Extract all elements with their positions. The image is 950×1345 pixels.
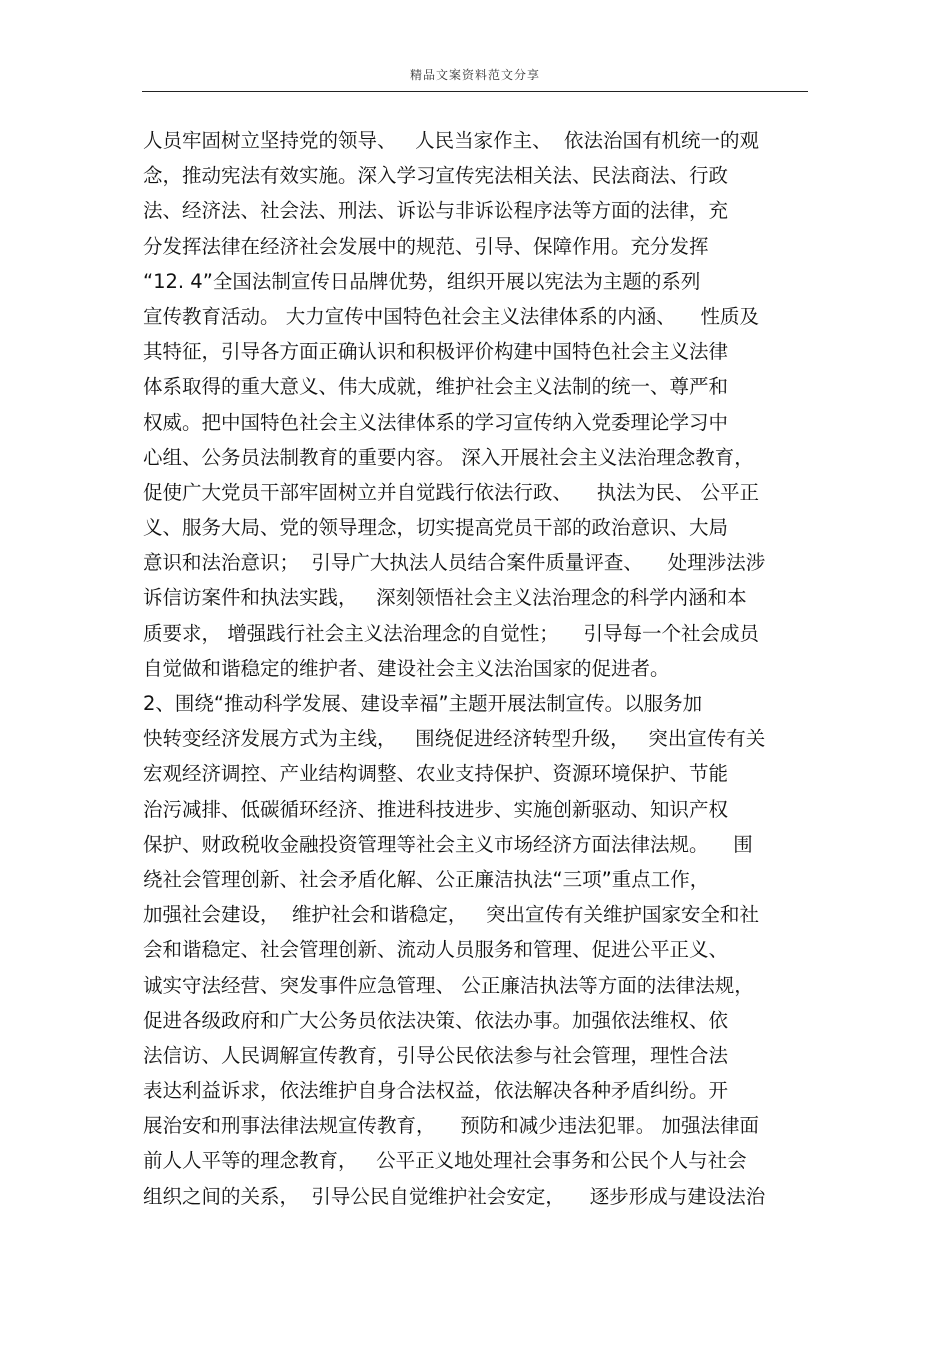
text-line: 诚实守法经营、突发事件应急管理、 公正廉洁执法等方面的法律法规， [143, 973, 754, 997]
text-line: 宏观经济调控、产业结构调整、农业支持保护、资源环境保护、节能 [143, 762, 729, 786]
header-divider [142, 91, 808, 92]
text-line: 法、经济法、社会法、刑法、诉讼与非诉讼程序法等方面的法律，充 [143, 199, 729, 223]
text-line: 法信访、人民调解宣传教育，引导公民依法参与社会管理，理性合法 [143, 1043, 729, 1067]
text-line: 前人人平等的理念教育， 公平正义地处理社会事务和公民个人与社会 [143, 1149, 747, 1173]
text-line: 质要求， 增强践行社会主义法治理念的自觉性； 引导每一个社会成员 [143, 621, 759, 645]
text-line: 2、围绕“推动科学发展、建设幸福”主题开展法制宣传。以服务加 [143, 692, 703, 715]
text-line: 促进各级政府和广大公务员依法决策、依法办事。加强依法维权、依 [143, 1008, 729, 1032]
text-line: “12. 4”全国法制宣传日品牌优势，组织开展以宪法为主题的系列 [143, 269, 701, 293]
text-line: 快转变经济发展方式为主线， 围绕促进经济转型升级， 突出宣传有关 [143, 727, 766, 751]
text-line: 治污减排、低碳循环经济、推进科技进步、实施创新驱动、知识产权 [143, 797, 729, 821]
text-line: 表达利益诉求，依法维护自身合法权益，依法解决各种矛盾纠纷。开 [143, 1079, 729, 1103]
text-line: 分发挥法律在经济社会发展中的规范、引导、保障作用。充分发挥 [143, 234, 709, 258]
text-line: 保护、财政税收金融投资管理等社会主义市场经济方面法律法规。 围 [143, 832, 753, 856]
text-line: 展治安和刑事法律法规宣传教育， 预防和减少违法犯罪。 加强法律面 [143, 1114, 759, 1138]
text-line: 绕社会管理创新、社会矛盾化解、公正廉洁执法“三项”重点工作， [143, 867, 710, 891]
body-text [143, 123, 843, 1214]
text-line: 加强社会建设， 维护社会和谐稳定， 突出宣传有关维护国家安全和社 [143, 903, 759, 927]
text-line: 人员牢固树立坚持党的领导、 人民当家作主、 依法治国有机统一的观 [143, 129, 759, 152]
text-line: 诉信访案件和执法实践， 深刻领悟社会主义法治理念的科学内涵和本 [143, 586, 747, 610]
text-line: 体系取得的重大意义、伟大成就，维护社会主义法制的统一、尊严和 [143, 375, 729, 399]
page-header-title: 精品文案资料范文分享 [409, 68, 540, 82]
text-line: 促使广大党员干部牢固树立并自觉践行依法行政、 执法为民、 公平正 [143, 480, 759, 504]
text-line: 自觉做和谐稳定的维护者、建设社会主义法治国家的促进者。 [143, 656, 670, 680]
text-line: 心组、公务员法制教育的重要内容。 深入开展社会主义法治理念教育， [143, 445, 754, 469]
text-line: 意识和法治意识； 引导广大执法人员结合案件质量评查、 处理涉法涉 [143, 551, 766, 575]
text-line: 组织之间的关系， 引导公民自觉维护社会安定， 逐步形成与建设法治 [143, 1184, 766, 1208]
text-line: 念，推动宪法有效实施。深入学习宣传宪法相关法、民法商法、行政 [143, 164, 729, 188]
text-line: 其特征，引导各方面正确认识和积极评价构建中国特色社会主义法律 [143, 340, 729, 364]
text-line: 权威。把中国特色社会主义法律体系的学习宣传纳入党委理论学习中 [143, 410, 729, 434]
text-line: 宣传教育活动。 大力宣传中国特色社会主义法律体系的内涵、 性质及 [143, 304, 759, 328]
text-line: 义、服务大局、党的领导理念，切实提高党员干部的政治意识、大局 [143, 516, 729, 540]
text-line: 会和谐稳定、社会管理创新、流动人员服务和管理、促进公平正义、 [143, 938, 729, 962]
